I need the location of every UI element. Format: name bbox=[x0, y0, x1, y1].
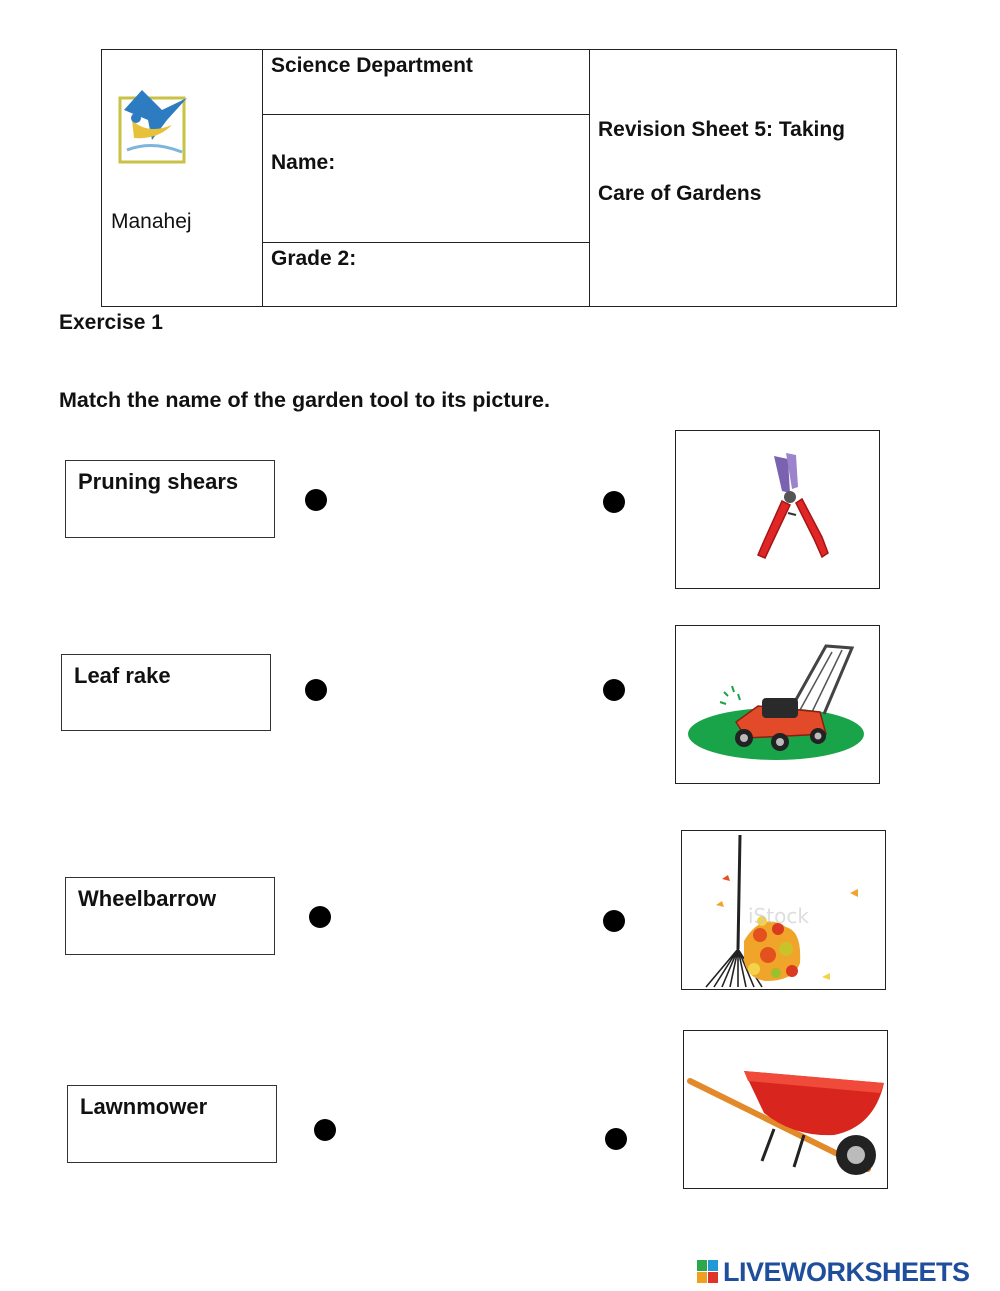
sheet-title-line2: Care of Gardens bbox=[598, 182, 762, 205]
header-divider bbox=[262, 114, 589, 115]
leaf-rake-picture[interactable] bbox=[681, 830, 886, 990]
lawnmower-icon bbox=[676, 626, 880, 784]
lawnmower-picture[interactable] bbox=[675, 625, 880, 784]
label-pruning-shears[interactable]: Pruning shears bbox=[65, 460, 275, 538]
label-wheelbarrow[interactable]: Wheelbarrow bbox=[65, 877, 275, 955]
left-match-dot[interactable] bbox=[314, 1119, 336, 1141]
watermark-text: iStock bbox=[748, 904, 809, 928]
liveworksheets-logo-icon bbox=[697, 1260, 719, 1284]
header-divider bbox=[589, 50, 590, 306]
grade-label: Grade 2: bbox=[271, 247, 357, 270]
manahej-logo bbox=[112, 80, 192, 170]
label-leaf-rake[interactable]: Leaf rake bbox=[61, 654, 271, 731]
left-match-dot[interactable] bbox=[305, 679, 327, 701]
label-lawnmower[interactable]: Lawnmower bbox=[67, 1085, 277, 1163]
liveworksheets-text: LIVEWORKSHEETS bbox=[723, 1257, 970, 1287]
left-match-dot[interactable] bbox=[305, 489, 327, 511]
right-match-dot[interactable] bbox=[603, 910, 625, 932]
logo-caption: Manahej bbox=[111, 210, 192, 233]
leaf-rake-icon bbox=[682, 831, 886, 990]
name-label: Name: bbox=[271, 151, 336, 174]
exercise-instruction: Match the name of the garden tool to its picture. bbox=[59, 388, 550, 412]
sheet-title-line1: Revision Sheet 5: Taking bbox=[598, 118, 846, 141]
header-divider bbox=[262, 50, 263, 306]
right-match-dot[interactable] bbox=[603, 679, 625, 701]
liveworksheets-brand bbox=[697, 1258, 997, 1286]
exercise-heading: Exercise 1 bbox=[59, 311, 163, 334]
pruning-shears-icon bbox=[676, 431, 880, 589]
wheelbarrow-picture[interactable] bbox=[683, 1030, 888, 1189]
header-table bbox=[101, 49, 897, 307]
header-divider bbox=[262, 242, 589, 243]
department-label: Science Department bbox=[271, 54, 473, 77]
left-match-dot[interactable] bbox=[309, 906, 331, 928]
right-match-dot[interactable] bbox=[605, 1128, 627, 1150]
pruning-shears-picture[interactable] bbox=[675, 430, 880, 589]
right-match-dot[interactable] bbox=[603, 491, 625, 513]
wheelbarrow-icon bbox=[684, 1031, 888, 1189]
